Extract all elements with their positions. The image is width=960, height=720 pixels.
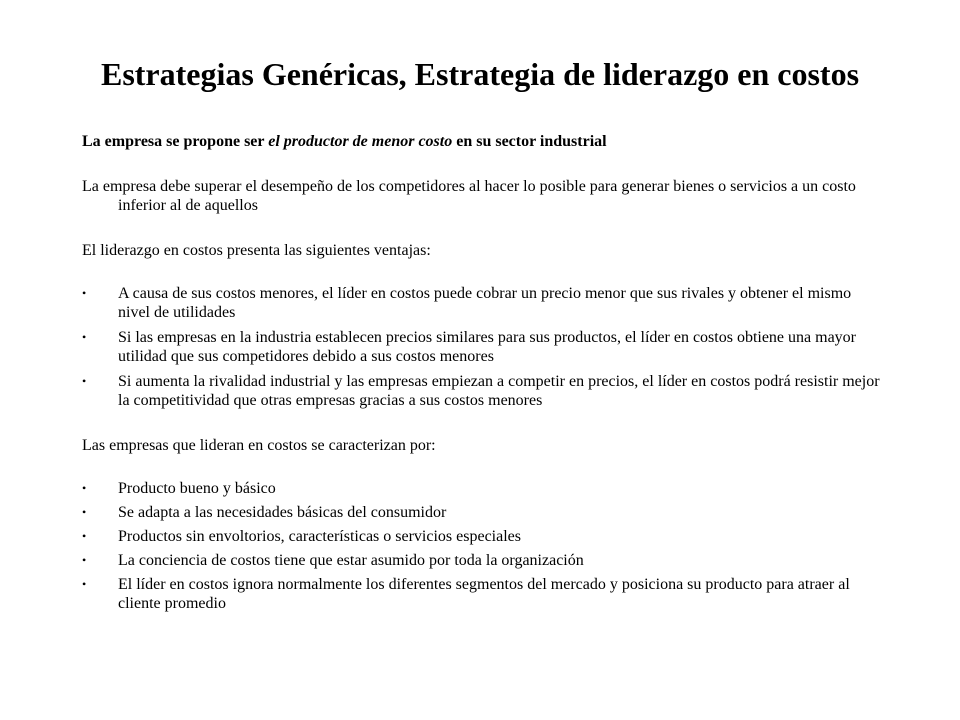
bullet-icon: • — [82, 577, 87, 591]
characteristic-text: La conciencia de costos tiene que estar asumido por toda la organización — [118, 552, 584, 569]
slide-content — [82, 132, 882, 618]
list-item — [82, 503, 882, 522]
bullet-icon: • — [82, 529, 87, 543]
list-item — [82, 479, 882, 498]
list-item — [82, 372, 882, 410]
bullet-icon: • — [82, 330, 87, 344]
advantage-text: Si las empresas en la industria establecen precios similares para sus productos, el líder en costos obtiene una mayor utilidad que sus competidores debido a sus costos menores — [118, 329, 857, 365]
advantages-intro: El liderazgo en costos presenta las siguientes ventajas: — [82, 242, 431, 259]
bullet-icon: • — [82, 553, 87, 567]
lead-after: en su sector industrial — [452, 133, 607, 150]
characteristic-text: El líder en costos ignora normalmente los diferentes segmentos del mercado y posiciona su producto para atraer al cliente promedio — [118, 576, 850, 612]
characteristic-text: Producto bueno y básico — [118, 480, 276, 497]
bullet-icon: • — [82, 374, 87, 388]
bullet-icon: • — [82, 505, 87, 519]
list-item — [82, 575, 882, 613]
characteristics-list — [82, 479, 882, 613]
advantage-text: Si aumenta la rivalidad industrial y las empresas empiezan a competir en precios, el líder en costos podrá resistir mejor la competitividad que otras empresas gracias a sus costos menores — [118, 373, 880, 409]
slide-title: Estrategias Genéricas, Estrategia de liderazgo en costos — [100, 56, 860, 92]
lead-statement — [82, 132, 882, 151]
list-item — [82, 527, 882, 546]
bullet-icon: • — [82, 286, 87, 300]
paragraph-performance: La empresa debe superar el desempeño de los competidores al hacer lo posible para generar bienes o servicios a un costo inferior al de aquellos — [82, 178, 856, 214]
list-item — [82, 284, 882, 322]
lead-italic: el productor de menor costo — [268, 133, 453, 150]
advantages-list — [82, 284, 882, 410]
lead-before: La empresa se propone ser — [82, 133, 269, 150]
bullet-icon: • — [82, 481, 87, 495]
characteristics-intro: Las empresas que lideran en costos se caracterizan por: — [82, 437, 436, 454]
advantage-text: A causa de sus costos menores, el líder en costos puede cobrar un precio menor que sus rivales y obtener el mismo nivel de utilidades — [118, 285, 852, 321]
list-item — [82, 328, 882, 366]
characteristic-text: Productos sin envoltorios, características o servicios especiales — [118, 528, 521, 545]
characteristic-text: Se adapta a las necesidades básicas del consumidor — [118, 504, 447, 521]
list-item — [82, 551, 882, 570]
